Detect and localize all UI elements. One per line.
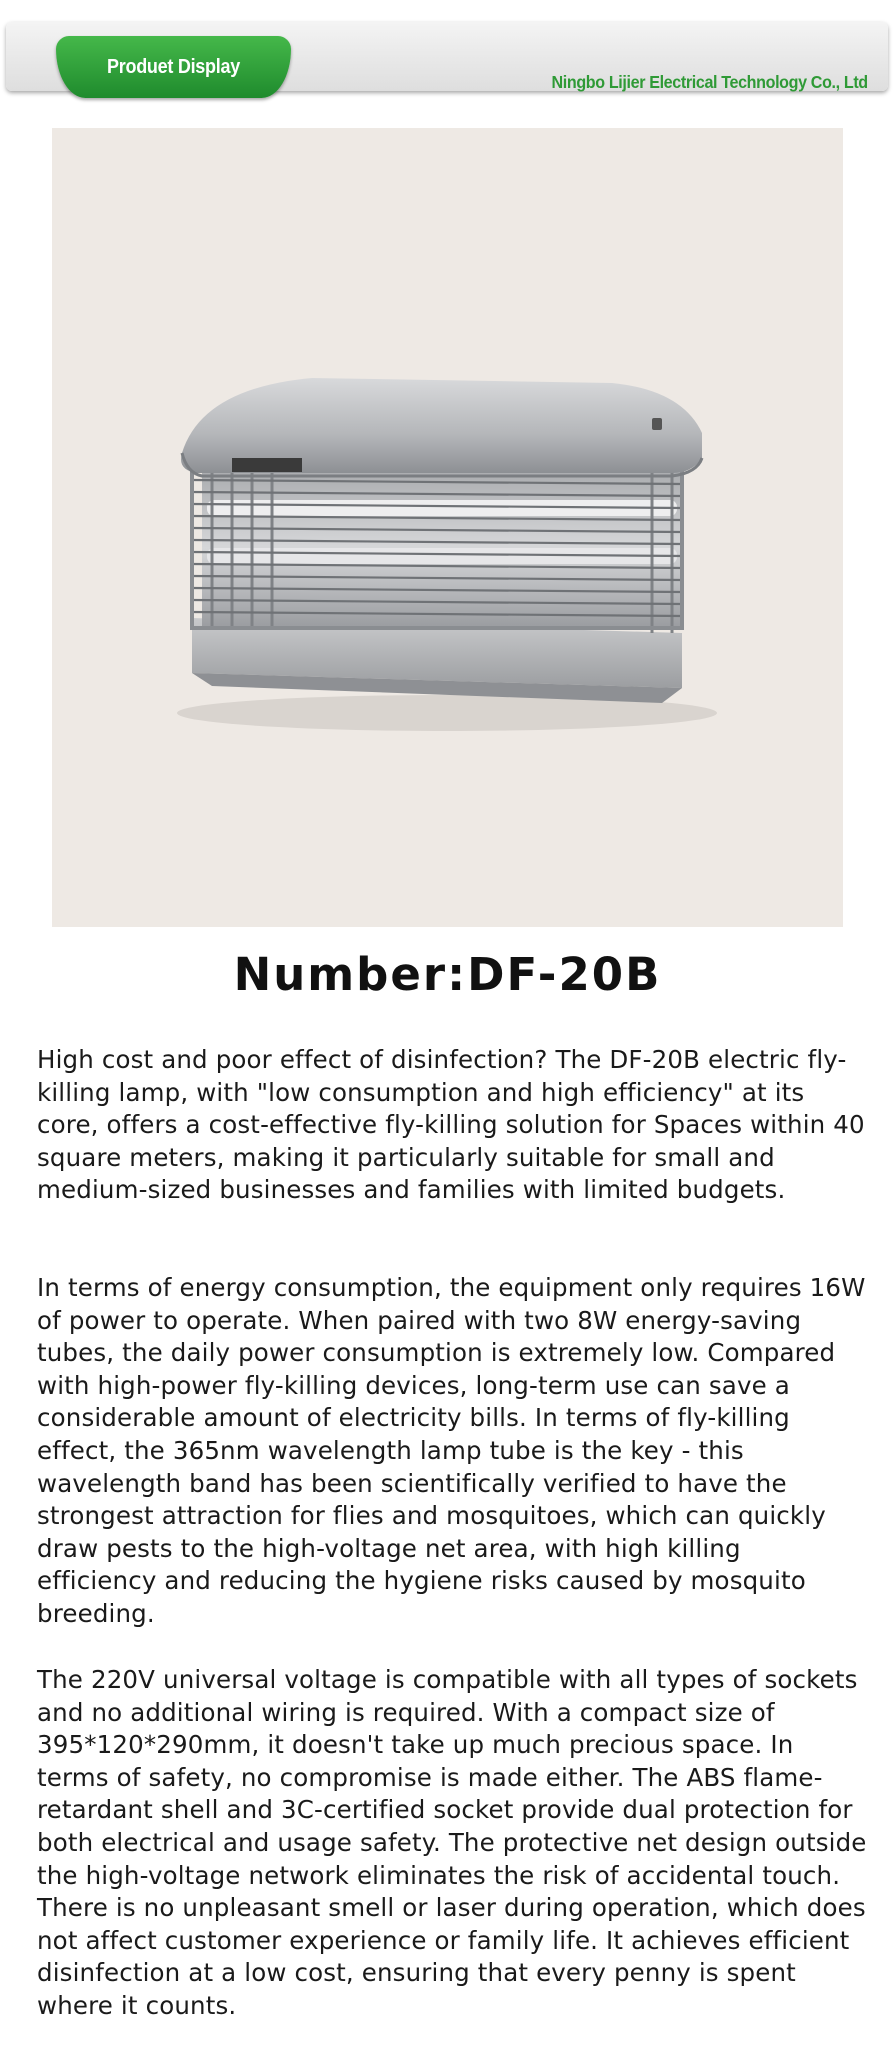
paragraph-intro: High cost and poor effect of disinfection? The DF-20B electric fly-killing lamp, with "low consumption and high efficiency" at its core, offers a cost-effective fly-killing solution for Spaces within 40 square meters, making it particularly suitable for small and medium-sized businesses and families with limited budgets. (37, 1045, 865, 1205)
fly-killer-lamp-illustration (52, 128, 843, 927)
company-name: Ningbo Lijier Electrical Technology Co., Ltd (551, 72, 868, 92)
paragraph-energy: In terms of energy consumption, the equipment only requires 16W of power to operate. When paired with two 8W energy-saving tubes, the daily power consumption is extremely low. Compared with high-power fly-killing devices, long-term use can save a considerable amount of electricity bills. In terms of fly-killing effect, the 365nm wavelength lamp tube is the key - this wavelength band has been scientifically verified to have the strongest attraction for flies and mosquitoes, which can quickly draw pests to the high-voltage net area, with high killing efficiency and reducing the hygiene risks caused by mosquito breeding. (37, 1273, 866, 1628)
paragraph-safety: The 220V universal voltage is compatible with all types of sockets and no additional wiring is required. With a compact size of 395*120*290mm, it doesn't take up much precious space. In terms of safety, no compromise is made either. The ABS flame-retardant shell and 3C-certified socket provide dual protection for both electrical and usage safety. The protective net design outside the high-voltage network eliminates the risk of accidental touch. There is no unpleasant smell or laser during operation, which does not affect customer experience or family life. It achieves efficient disinfection at a low cost, ensuring that every penny is spent where it counts. (37, 1665, 867, 2020)
model-number (0, 948, 895, 1001)
product-display-tab[interactable] (56, 36, 291, 98)
product-image (52, 128, 843, 927)
tab-label: Produet Display (106, 56, 240, 78)
header-bar (6, 22, 888, 91)
model-value: DF-20B (467, 948, 662, 1001)
model-label: Number: (233, 948, 468, 1001)
